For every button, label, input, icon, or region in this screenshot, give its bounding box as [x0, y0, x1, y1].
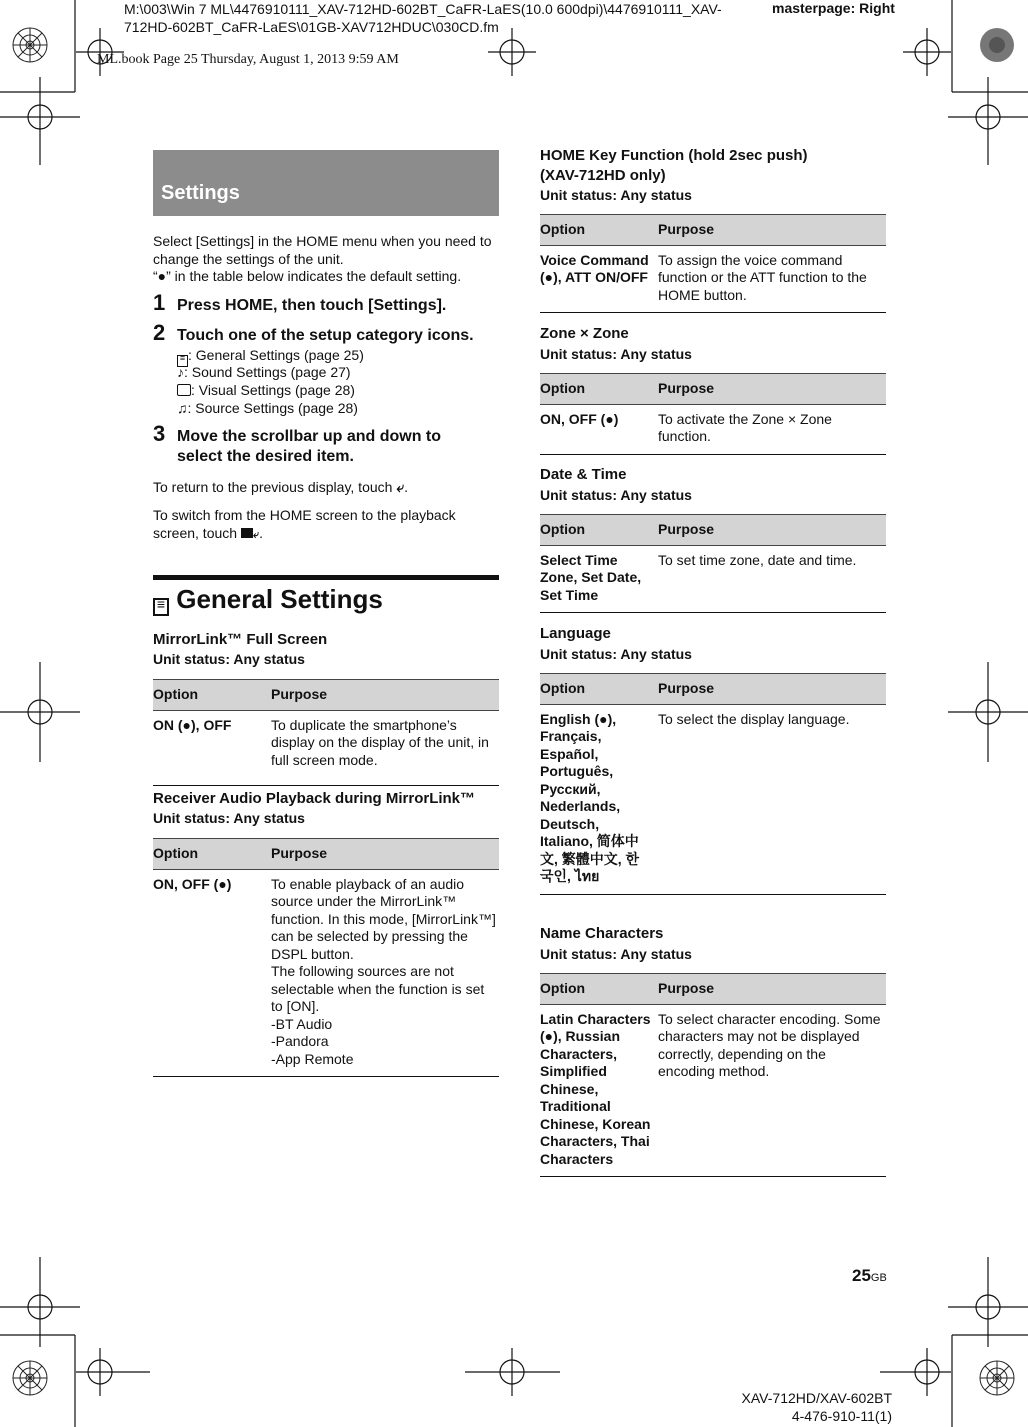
option-cell: ON (●), OFF [153, 710, 271, 786]
option-cell: ON, OFF (●) [540, 404, 658, 454]
book-info: ML.book Page 25 Thursday, August 1, 2013 9:59 AM [97, 52, 399, 67]
return-instruction: To return to the previous display, touch ⤶. [153, 479, 409, 495]
section-rule [153, 575, 499, 580]
option-table: Option Purpose Latin Characters (●), Russian Characters, Simplified Chinese, Traditional Chinese, Korean Characters, Thai Characters To select character encoding. Some characters may not be displayed correctly, depending on the encoding method. [540, 973, 886, 1177]
file-path: M:\003\Win 7 ML\4476910111_XAV-712HD-602BT_CaFR-LaES(10.0 600dpi)\4476910111_XAV-712HD-602BT_CaFR-LaES\01GB-XAV712HDUC\030CD.fm [124, 1, 722, 35]
purpose-cell: To assign the voice command function or the ATT function to the HOME button. [658, 245, 886, 313]
unit-status: Unit status: Any status [153, 651, 305, 667]
unit-status: Unit status: Any status [540, 946, 692, 962]
section-title: Zone × Zone [540, 325, 629, 342]
playback-screen-icon [241, 528, 253, 538]
purpose-cell: To select the display language. [658, 704, 886, 894]
category-source: ♫: Source Settings (page 28) [177, 400, 358, 416]
category-visual: : Visual Settings (page 28) [177, 382, 355, 400]
section-title: Name Characters [540, 925, 664, 942]
section-title: Language [540, 625, 611, 642]
section-title: Receiver Audio Playback during MirrorLink™ [153, 790, 476, 807]
option-table: Option Purpose English (●), Français, Español, Português, Русский, Nederlands, Deutsch, Italiano, 简体中文, 繁體中文, 한국인, ไทย To select the display language. [540, 673, 886, 895]
step-text: Touch one of the setup category icons. [177, 327, 474, 344]
option-cell: Select Time Zone, Set Date, Set Time [540, 545, 658, 613]
settings-title: Settings [161, 182, 240, 204]
purpose-cell: To set time zone, date and time. [658, 545, 886, 613]
option-table: Option Purpose ON (●), OFF To duplicate the smartphone’s display on the display of the unit, in full screen mode. [153, 679, 499, 786]
unit-status: Unit status: Any status [540, 487, 692, 503]
option-table: Option Purpose ON, OFF (●) To activate the Zone × Zone function. [540, 373, 886, 455]
general-settings-icon: ≡ [177, 355, 188, 367]
general-settings-heading: ≡ General Settings [153, 584, 383, 616]
music-note-icon: ♪ [177, 364, 184, 380]
masterpage-label: masterpage: Right [772, 0, 895, 16]
option-cell: Voice Command (●), ATT ON/OFF [540, 245, 658, 313]
purpose-cell: To duplicate the smartphone’s display on the display of the unit, in full screen mode. [271, 710, 499, 786]
option-cell: English (●), Français, Español, Português, Русский, Nederlands, Deutsch, Italiano, 简体中文, 繁體中文, 한국인, ไทย [540, 704, 658, 894]
option-table: Option Purpose ON, OFF (●) To enable playback of an audio source under the MirrorLink™ function. In this mode, [MirrorLink™] can be selected by pressing the DSPL button. The following sources are not selectable when the function is set to [ON]. -BT Audio -Pandora -App Remote [153, 838, 499, 1077]
purpose-cell: To activate the Zone × Zone function. [658, 404, 886, 454]
settings-intro: Select [Settings] in the HOME menu when you need to change the settings of the unit. [153, 233, 492, 267]
page-number: 25GB [852, 1266, 887, 1285]
step-number: 3 [153, 421, 166, 446]
source-icon: ♫ [177, 400, 188, 416]
general-settings-icon: ≡ [153, 598, 169, 616]
step-number: 1 [153, 290, 166, 315]
unit-status: Unit status: Any status [540, 187, 692, 203]
settings-banner [153, 150, 499, 216]
unit-status: Unit status: Any status [540, 346, 692, 362]
category-sound: ♪: Sound Settings (page 27) [177, 364, 351, 380]
back-icon: ⤶ [396, 479, 405, 495]
picture-icon [177, 384, 191, 396]
purpose-cell: To select character encoding. Some characters may not be displayed correctly, depending on the encoding method. [658, 1004, 886, 1177]
unit-status: Unit status: Any status [153, 810, 305, 826]
model-info: XAV-712HD/XAV-602BT 4-476-910-11(1) [741, 1390, 892, 1424]
step-number: 2 [153, 320, 166, 345]
step-text: Move the scrollbar up and down to select the desired item. [177, 428, 442, 465]
option-table: Option Purpose Voice Command (●), ATT ON/OFF To assign the voice command function or the ATT function to the HOME button. [540, 214, 886, 313]
switch-instruction: To switch from the HOME screen to the playback screen, touch ⤶. [153, 507, 456, 541]
option-cell: ON, OFF (●) [153, 869, 271, 1077]
purpose-cell: To enable playback of an audio source under the MirrorLink™ function. In this mode, [MirrorLink™] can be selected by pressing the DSPL button. The following sources are not selectable when the function is set to [ON]. -BT Audio -Pandora -App Remote [271, 869, 499, 1077]
section-title: Date & Time [540, 466, 627, 483]
option-table: Option Purpose Select Time Zone, Set Date, Set Time To set time zone, date and time. [540, 514, 886, 613]
category-general: ≡ : General Settings (page 25) [177, 347, 364, 367]
step-text: Press HOME, then touch [Settings]. [177, 297, 447, 314]
section-title: MirrorLink™ Full Screen [153, 631, 328, 648]
section-title: HOME Key Function (hold 2sec push) (XAV-712HD only) [540, 147, 808, 184]
default-note: “●” in the table below indicates the default setting. [153, 268, 462, 284]
option-cell: Latin Characters (●), Russian Characters, Simplified Chinese, Traditional Chinese, Korean Characters, Thai Characters [540, 1004, 658, 1177]
unit-status: Unit status: Any status [540, 646, 692, 662]
